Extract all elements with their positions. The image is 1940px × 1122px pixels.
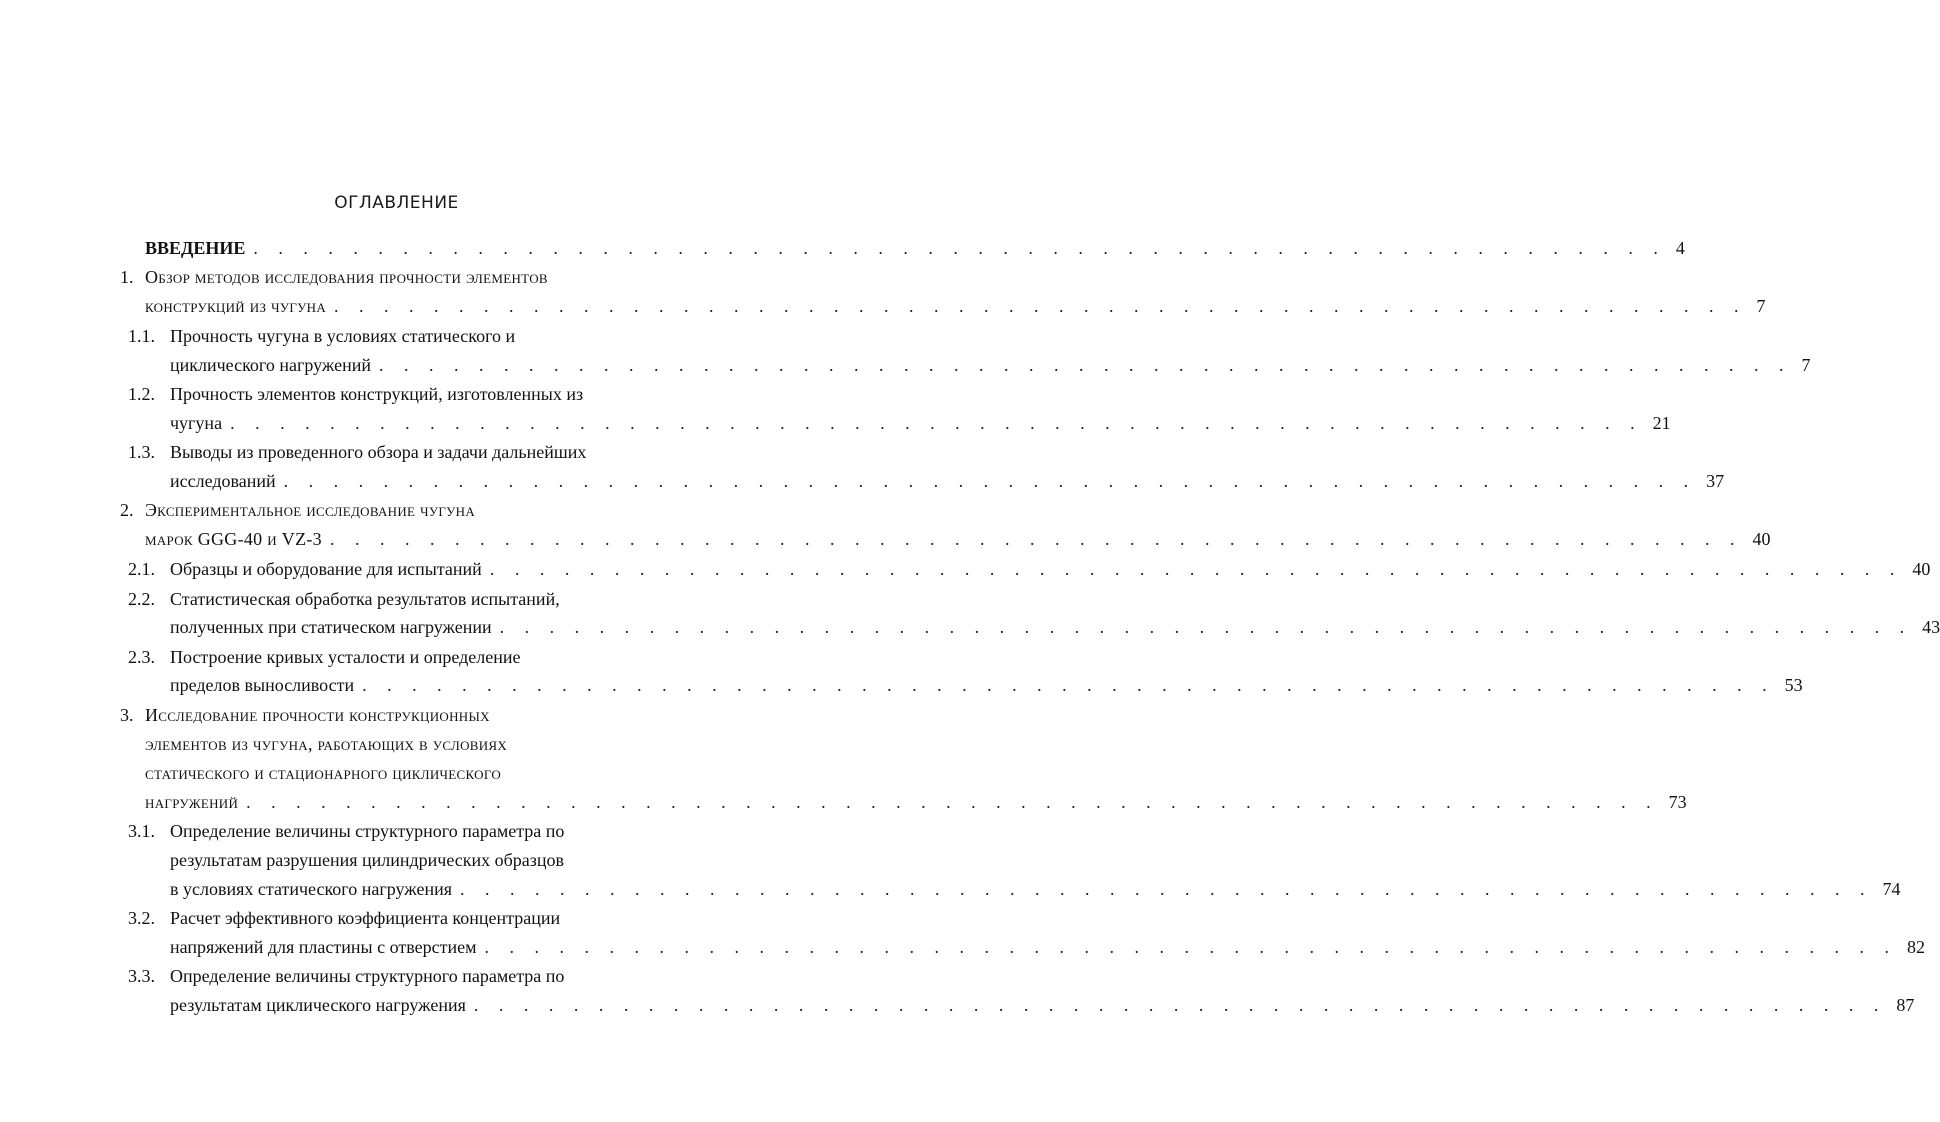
section-title-line[interactable]: Расчет эффективного коэффициента концентрации [170, 908, 561, 928]
section-title-line: в условиях статического нагружения [170, 879, 452, 899]
section-number: 3.3. [128, 966, 155, 986]
page-number: 74 [1882, 879, 1901, 899]
section-title-line: циклического нагружений [170, 355, 371, 375]
section-title-line[interactable]: Прочность чугуна в условиях статического и [170, 326, 516, 346]
page-number: 21 [1652, 413, 1671, 433]
leader-dots: . . . . . . . . . . . . . . . . . . . . . . . . . . . . . . . . . . . . . . . . . . . . . . . . . . . . . . . . . [230, 413, 1643, 433]
page-title: ОГЛАВЛЕНИЕ [334, 193, 459, 213]
chapter-title-line[interactable]: элементов из чугуна, работающих в условиях [145, 734, 508, 754]
section-title-line: пределов выносливости [170, 675, 355, 695]
section-number: 2.2. [128, 589, 155, 609]
leader-dots: . . . . . . . . . . . . . . . . . . . . . . . . . . . . . . . . . . . . . . . . . . . . . . . . . . . . . . . . . [379, 355, 1792, 375]
chapter-title-line[interactable]: Исследование прочности конструкционных [145, 705, 490, 725]
toc-entry-section-2-3[interactable] [170, 671, 1803, 699]
page-number: 53 [1784, 675, 1803, 695]
chapter-number: 3. [120, 705, 134, 725]
section-number: 1.1. [128, 326, 155, 346]
section-title-line: чугуна [170, 413, 223, 433]
leader-dots: . . . . . . . . . . . . . . . . . . . . . . . . . . . . . . . . . . . . . . . . . . . . . . . . . . . . . . . . . [473, 995, 1887, 1015]
section-title-line[interactable]: Прочность элементов конструкций, изготовленных из [170, 384, 584, 404]
toc-entry-chapter-3[interactable] [145, 788, 1687, 816]
toc-entry-section-1-1[interactable] [170, 351, 1811, 379]
section-title-line[interactable]: Построение кривых усталости и определение [170, 647, 521, 667]
section-title-line: исследований [170, 471, 276, 491]
section-title-line[interactable]: Статистическая обработка результатов испытаний, [170, 589, 560, 609]
chapter-title-line[interactable]: статического и стационарного циклического [145, 763, 502, 783]
chapter-number: 1. [120, 267, 134, 287]
toc-entry-section-1-3[interactable] [170, 467, 1725, 495]
leader-dots: . . . . . . . . . . . . . . . . . . . . . . . . . . . . . . . . . . . . . . . . . . . . . . . . . . . . . . . . . [489, 559, 1903, 579]
toc-entry-section-2-2[interactable] [170, 613, 1940, 641]
section-title-line: напряжений для пластины с отверстием [170, 937, 477, 957]
leader-dots: . . . . . . . . . . . . . . . . . . . . . . . . . . . . . . . . . . . . . . . . . . . . . . . . . . . . . . . . . [246, 792, 1659, 812]
page-number: 7 [1801, 355, 1811, 375]
section-title-line: полученных при статическом нагружении [170, 617, 492, 637]
leader-dots: . . . . . . . . . . . . . . . . . . . . . . . . . . . . . . . . . . . . . . . . . . . . . . . . . . . . . . . . . [334, 296, 1747, 316]
leader-dots: . . . . . . . . . . . . . . . . . . . . . . . . . . . . . . . . . . . . . . . . . . . . . . . . . . . . . . . . . [329, 529, 1743, 549]
section-number: 1.3. [128, 442, 155, 462]
page-number: 7 [1756, 296, 1766, 316]
section-title-line[interactable]: Выводы из проведенного обзора и задачи дальнейших [170, 442, 587, 462]
chapter-title-line[interactable]: Экспериментальное исследование чугуна [145, 500, 476, 520]
page-number: 87 [1896, 995, 1915, 1015]
page-number: 82 [1907, 937, 1925, 957]
toc-entry-intro[interactable] [145, 234, 1685, 262]
leader-dots: . . . . . . . . . . . . . . . . . . . . . . . . . . . . . . . . . . . . . . . . . . . . . . . . . . . . . . . . . [484, 937, 1897, 957]
page-number: 4 [1675, 238, 1685, 258]
section-title-line: Образцы и оборудование для испытаний [170, 559, 482, 579]
toc-entry-section-3-1[interactable] [170, 875, 1901, 903]
section-title-line[interactable]: результатам разрушения цилиндрических образцов [170, 850, 565, 870]
section-number: 2.3. [128, 647, 155, 667]
section-title-line[interactable]: Определение величины структурного параметра по [170, 966, 565, 986]
leader-dots: . . . . . . . . . . . . . . . . . . . . . . . . . . . . . . . . . . . . . . . . . . . . . . . . . . . . . . . . . [362, 675, 1775, 695]
chapter-title-line[interactable]: Обзор методов исследования прочности элементов [145, 267, 548, 287]
toc-entry-section-1-2[interactable] [170, 409, 1671, 437]
toc-entry-section-3-3[interactable] [170, 991, 1915, 1019]
chapter-title-line: конструкций из чугуна [145, 296, 327, 316]
section-number: 2.1. [128, 559, 155, 579]
page-number: 40 [1752, 529, 1771, 549]
section-title-line: результатам циклического нагружения [170, 995, 466, 1015]
section-title-line[interactable]: Определение величины структурного параметра по [170, 821, 565, 841]
leader-dots: . . . . . . . . . . . . . . . . . . . . . . . . . . . . . . . . . . . . . . . . . . . . . . . . . . . . . . . . . [460, 879, 1873, 899]
section-number: 1.2. [128, 384, 155, 404]
toc-entry-chapter-2[interactable] [145, 525, 1771, 553]
leader-dots: . . . . . . . . . . . . . . . . . . . . . . . . . . . . . . . . . . . . . . . . . . . . . . . . . . . . . . . . . [253, 238, 1666, 258]
chapter-title-line: нагружений [145, 792, 239, 812]
page-number: 43 [1922, 617, 1940, 637]
section-number: 3.2. [128, 908, 155, 928]
leader-dots: . . . . . . . . . . . . . . . . . . . . . . . . . . . . . . . . . . . . . . . . . . . . . . . . . . . . . . . . . [283, 471, 1697, 491]
toc-entry-section-2-1[interactable] [170, 555, 1931, 583]
toc-entry-section-3-2[interactable] [170, 933, 1925, 961]
section-number: 3.1. [128, 821, 155, 841]
page-number: 73 [1668, 792, 1687, 812]
page-number: 37 [1706, 471, 1725, 491]
leader-dots: . . . . . . . . . . . . . . . . . . . . . . . . . . . . . . . . . . . . . . . . . . . . . . . . . . . . . . . . . [499, 617, 1913, 637]
chapter-title-line: марок GGG-40 и VZ-3 [145, 529, 322, 549]
toc-entry-chapter-1[interactable] [145, 292, 1766, 320]
chapter-number: 2. [120, 500, 134, 520]
toc-entry-text: ВВЕДЕНИЕ [145, 238, 246, 258]
page-number: 40 [1912, 559, 1931, 579]
